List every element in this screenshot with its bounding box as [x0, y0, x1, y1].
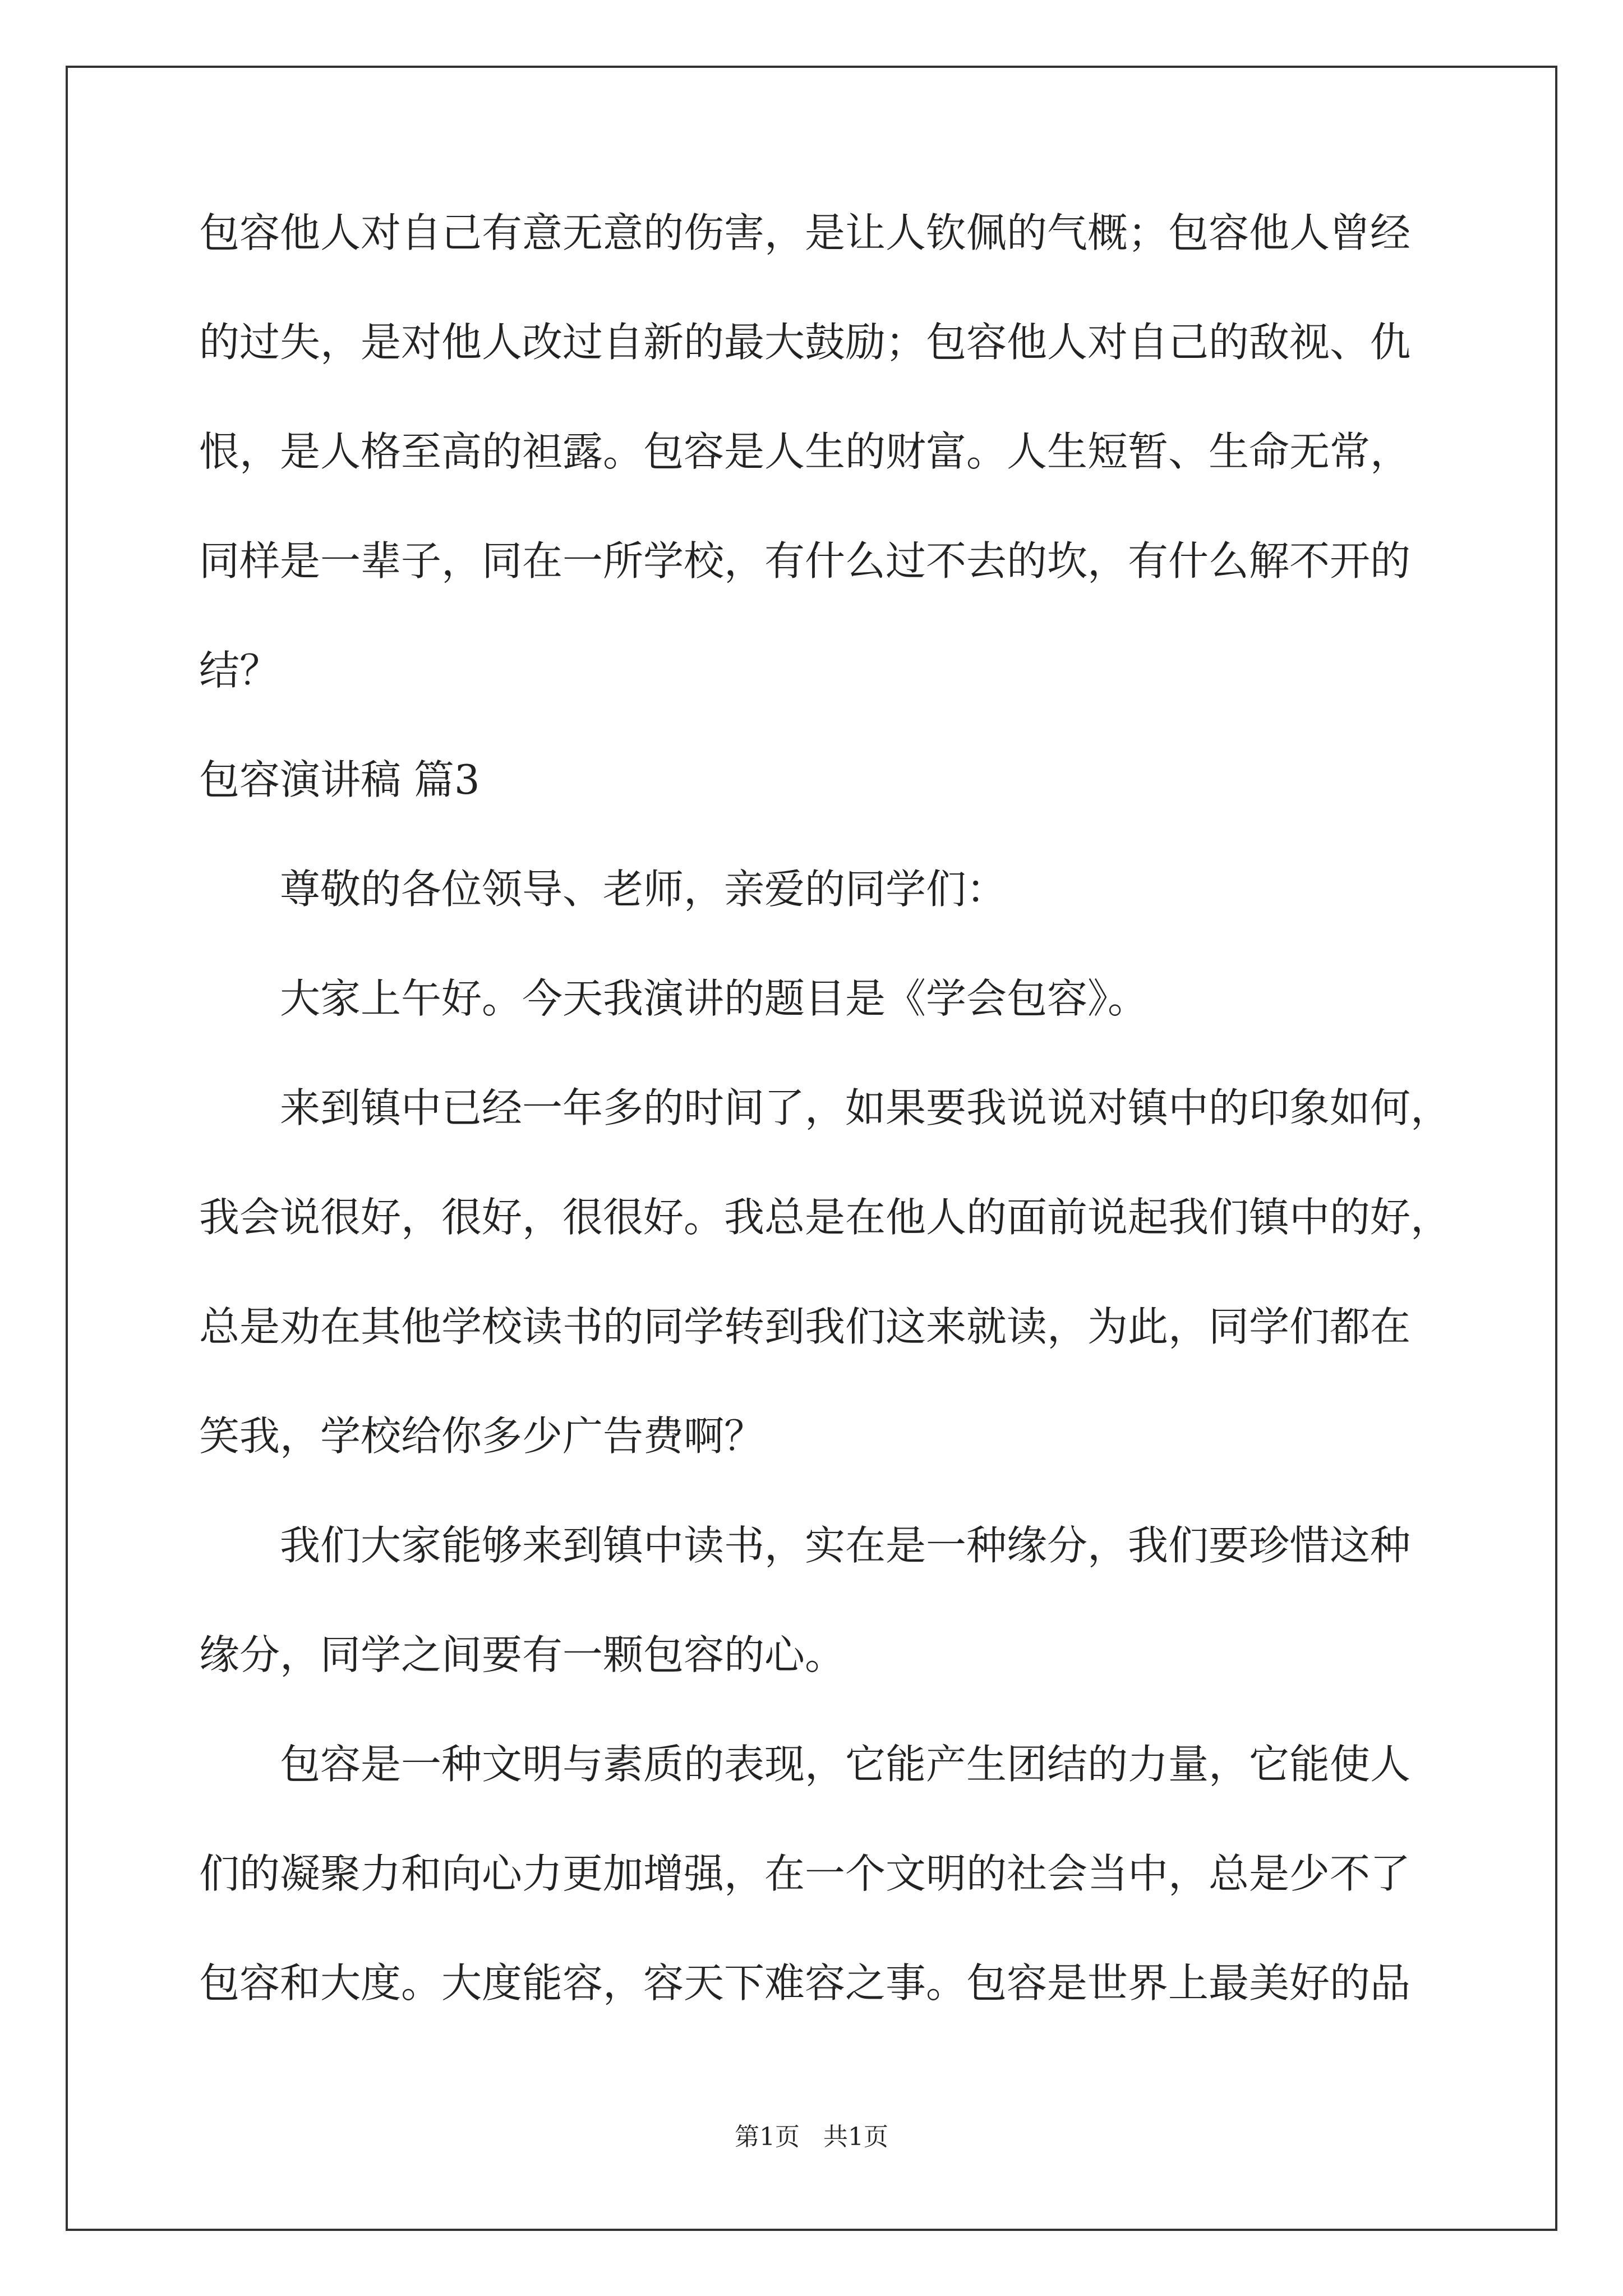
text-line: 同样是一辈子，同在一所学校，有什么过不去的坎，有什么解不开的	[199, 537, 1411, 585]
paragraph-line: 总是劝在其他学校读书的同学转到我们这来就读，为此，同学们都在	[199, 1303, 1411, 1350]
paragraph-line: 我们大家能够来到镇中读书，实在是一种缘分，我们要珍惜这种	[280, 1522, 1411, 1569]
text-line: 的过失，是对他人改过自新的最大鼓励；包容他人对自己的敌视、仇	[199, 319, 1411, 366]
paragraph-line: 来到镇中已经一年多的时间了，如果要我说说对镇中的印象如何，	[280, 1084, 1451, 1131]
paragraph-line: 笑我，学校给你多少广告费啊？	[199, 1412, 765, 1460]
text-line: 包容他人对自己有意无意的伤害，是让人钦佩的气概；包容他人曾经	[199, 209, 1411, 256]
text-line: 恨，是人格至高的袒露。包容是人生的财富。人生短暂、生命无常，	[199, 428, 1411, 475]
paragraph-line: 我会说很好，很好，很很好。我总是在他人的面前说起我们镇中的好，	[199, 1194, 1451, 1241]
paragraph-line: 们的凝聚力和向心力更加增强，在一个文明的社会当中，总是少不了	[199, 1850, 1411, 1897]
page-footer: 第1页 共1页	[735, 2123, 888, 2151]
text-line: 结？	[199, 647, 280, 694]
section-title: 包容演讲稿 篇3	[199, 756, 480, 803]
paragraph-line: 缘分，同学之间要有一颗包容的心。	[199, 1631, 846, 1678]
greeting: 尊敬的各位领导、老师，亲爱的同学们：	[280, 866, 1007, 913]
page-border	[66, 66, 1557, 2231]
paragraph-line: 包容是一种文明与素质的表现，它能产生团结的力量，它能使人	[280, 1741, 1411, 1788]
paragraph-line: 包容和大度。大度能容，容天下难容之事。包容是世界上最美好的品	[199, 1959, 1411, 2007]
opening-line: 大家上午好。今天我演讲的题目是《学会包容》。	[280, 975, 1149, 1022]
